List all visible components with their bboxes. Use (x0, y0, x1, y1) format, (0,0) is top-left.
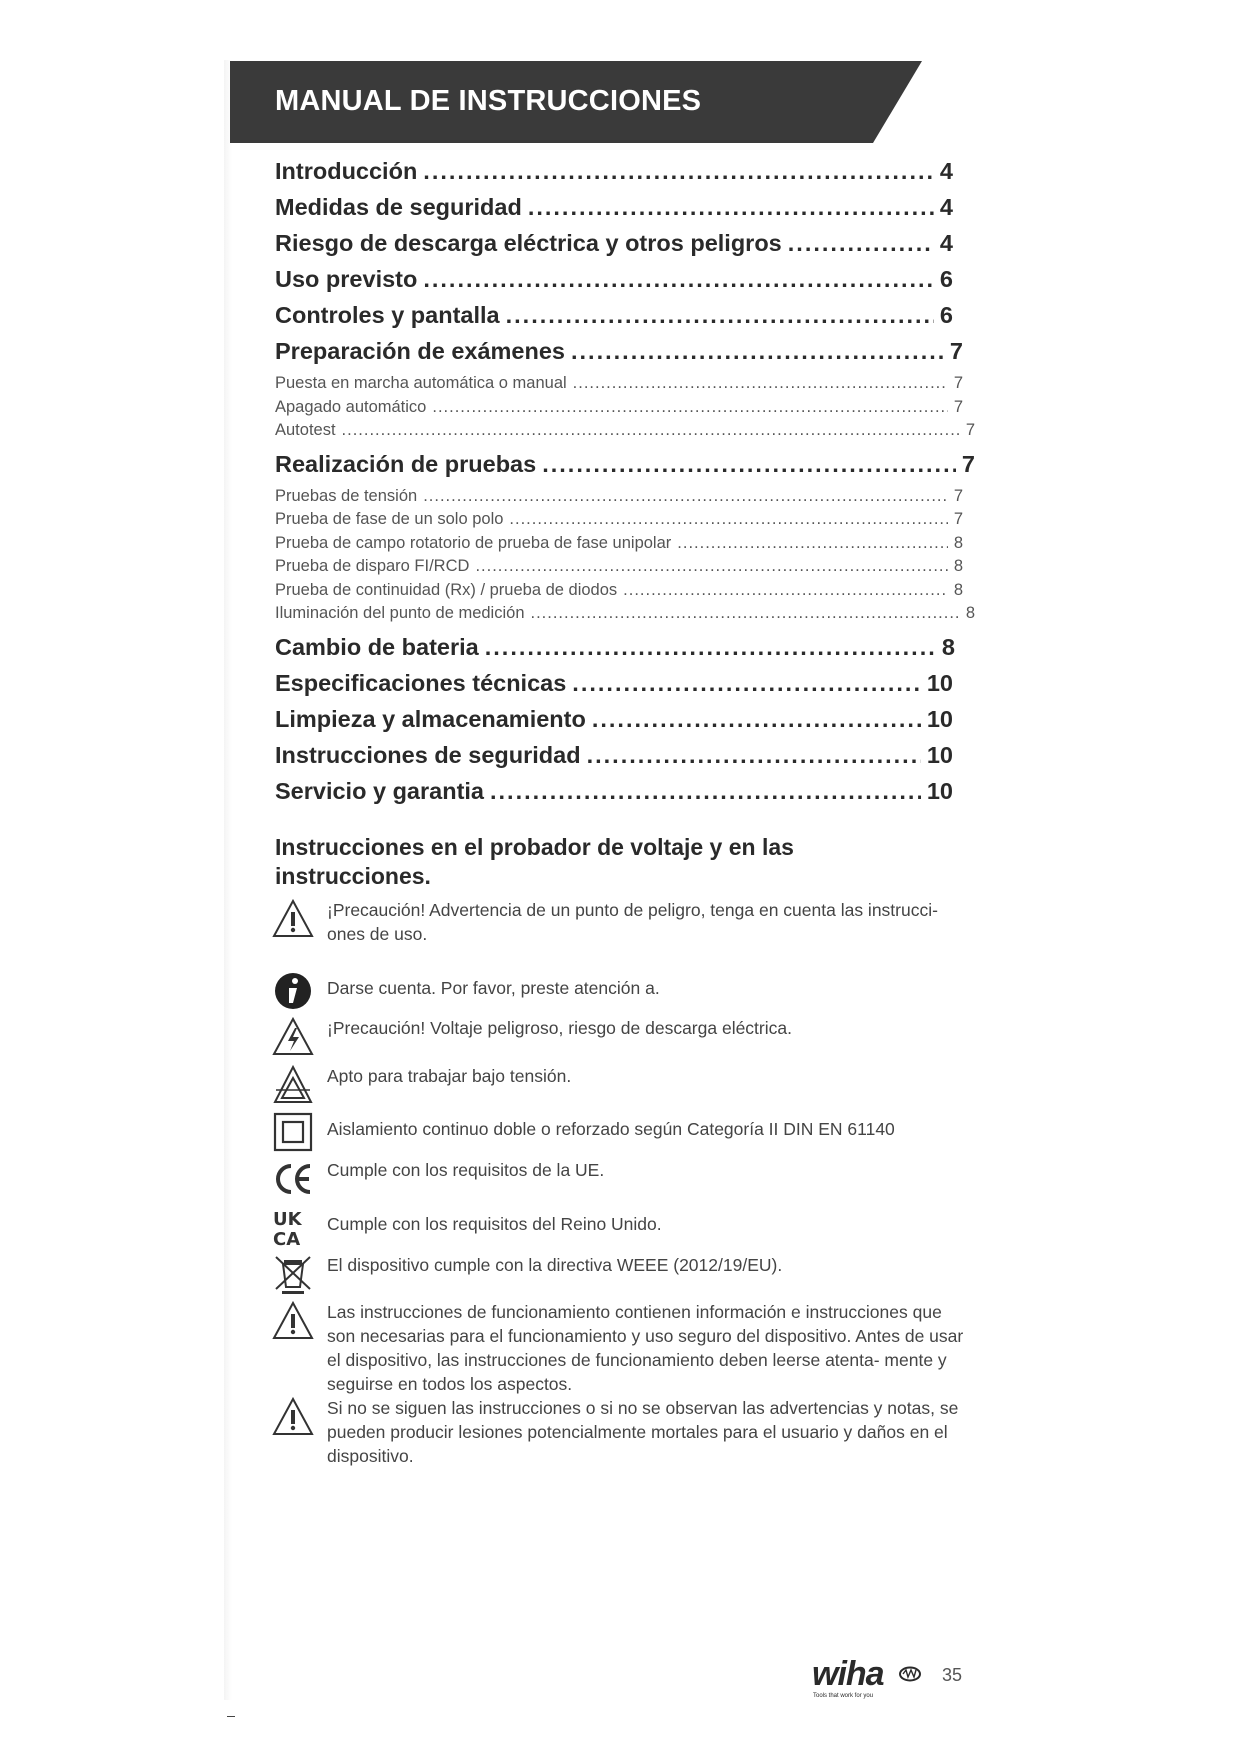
table-of-contents (275, 158, 975, 814)
toc-entry (275, 158, 953, 194)
high-voltage-icon (272, 1016, 314, 1058)
toc-entry-page: 7 (953, 374, 963, 392)
toc-entry-title: Uso previsto (275, 266, 418, 292)
ukca-mark-icon (272, 1206, 314, 1248)
toc-entry-title: Introducción (275, 158, 418, 184)
toc-subentry (275, 604, 975, 628)
toc-subentry (275, 487, 963, 511)
symbol-description: Apto para trabajar bajo tensión. (327, 1066, 572, 1086)
toc-entry-page: 8 (953, 557, 963, 575)
toc-entry-page: 7 (953, 397, 963, 416)
toc-leader-dots (571, 338, 944, 365)
toc-subentry (275, 534, 963, 558)
toc-entry-page: 7 (953, 510, 963, 528)
toc-leader-dots (623, 581, 948, 600)
toc-entry-page: 4 (939, 194, 953, 220)
toc-entry (275, 742, 953, 778)
toc-leader-dots (475, 557, 947, 576)
toc-entry-title: Medidas de seguridad (275, 194, 522, 220)
svg-text:CA: CA (273, 1229, 301, 1248)
crop-mark (227, 1716, 235, 1717)
toc-entry-page: 6 (939, 266, 953, 292)
toc-entry (275, 634, 955, 670)
toc-entry-page: 7 (961, 450, 975, 477)
toc-leader-dots (788, 230, 934, 257)
toc-entry-page: 10 (926, 669, 953, 696)
toc-leader-dots (531, 604, 960, 623)
toc-entry-page: 7 (953, 486, 963, 505)
toc-entry-title: Servicio y garantia (275, 777, 484, 804)
toc-entry (275, 706, 953, 742)
page-edge-shadow (224, 60, 232, 1700)
toc-entry (275, 230, 953, 266)
toc-leader-dots (506, 302, 934, 329)
ce-mark-icon (272, 1158, 314, 1200)
toc-entry (275, 338, 963, 374)
toc-leader-dots (572, 670, 921, 697)
toc-leader-dots (677, 534, 948, 553)
toc-entry-title: Riesgo de descarga eléctrica y otros peligros (275, 230, 782, 256)
toc-entry-page: 10 (926, 777, 953, 804)
toc-entry-page: 4 (939, 230, 953, 256)
toc-entry-title: Realización de pruebas (275, 450, 537, 477)
section-header-banner (230, 61, 922, 143)
wiha-logo (812, 1655, 924, 1706)
toc-entry-page: 7 (965, 421, 975, 439)
symbol-description: Si no se siguen las instrucciones o si no se observan las advertencias y notas, se pueden producir lesiones potencialmente mortales para el usuario y daños en el dispositivo. (327, 1398, 959, 1466)
toc-subentry (275, 581, 963, 605)
toc-subentry (275, 557, 963, 581)
page-title: MANUAL DE INSTRUCCIONES (275, 85, 702, 117)
warning-icon (272, 898, 314, 940)
toc-entry-title: Limpieza y almacenamiento (275, 705, 586, 732)
toc-subentry (275, 510, 963, 534)
toc-entry (275, 778, 953, 814)
symbol-description: Darse cuenta. Por favor, preste atención a. (327, 978, 660, 998)
live-working-icon (272, 1064, 314, 1106)
symbol-description: ¡Precaución! Advertencia de un punto de peligro, tenga en cuenta las instrucci- ones de uso. (327, 900, 938, 944)
symbol-description: Cumple con los requisitos de la UE. (327, 1160, 605, 1180)
toc-leader-dots (432, 398, 947, 417)
toc-leader-dots (573, 374, 948, 393)
svg-text:UK: UK (273, 1209, 302, 1230)
toc-entry-page: 6 (939, 302, 953, 328)
toc-entry-page: 7 (949, 338, 963, 364)
double-insulation-icon (272, 1111, 314, 1153)
symbol-description: El dispositivo cumple con la directiva WEEE (2012/19/EU). (327, 1255, 783, 1275)
toc-leader-dots (423, 158, 934, 185)
symbol-description: Aislamiento continuo doble o reforzado según Categoría II DIN EN 61140 (327, 1119, 895, 1139)
toc-entry-page: 4 (939, 158, 953, 184)
toc-entry-title: Controles y pantalla (275, 302, 500, 328)
toc-entry-title: Prueba de disparo FI/RCD (275, 557, 470, 575)
symbol-description: ¡Precaución! Voltaje peligroso, riesgo de descarga eléctrica. (327, 1018, 792, 1038)
toc-entry (275, 302, 953, 338)
wiha-logo-graphic (812, 1655, 924, 1701)
toc-leader-dots (509, 510, 947, 529)
toc-leader-dots (592, 706, 921, 733)
toc-entry-title: Puesta en marcha automática o manual (275, 374, 567, 392)
toc-entry (275, 266, 953, 302)
toc-entry-page: 8 (965, 604, 975, 622)
toc-entry-title: Apagado automático (275, 397, 427, 416)
toc-leader-dots (528, 194, 934, 221)
toc-entry-page: 10 (926, 705, 953, 732)
weee-bin-icon (272, 1253, 314, 1295)
toc-entry-title: Pruebas de tensión (275, 486, 418, 505)
toc-leader-dots (490, 778, 921, 805)
toc-entry-page: 8 (941, 633, 955, 660)
toc-entry-title: Cambio de bateria (275, 633, 479, 660)
symbol-description: Las instrucciones de funcionamiento contienen información e instrucciones que son necesarias para el funcionamiento y uso seguro del dispositivo. Antes de usar el dispositivo, las instrucciones de funcionamiento deben leerse atenta- mente y seguirse en todos los aspectos. (327, 1302, 964, 1394)
toc-entry (275, 451, 975, 487)
toc-leader-dots (423, 266, 934, 293)
toc-subentry (275, 374, 963, 398)
toc-entry (275, 194, 953, 230)
warning-icon (272, 1396, 314, 1438)
toc-entry-page: 10 (926, 741, 953, 768)
toc-leader-dots (485, 634, 936, 661)
toc-entry-title: Iluminación del punto de medición (275, 604, 525, 622)
toc-subentry (275, 421, 975, 445)
toc-entry-title: Prueba de fase de un solo polo (275, 510, 504, 528)
svg-text:Tools that work for you: Tools that work for you (813, 1693, 874, 1699)
toc-entry-title: Prueba de continuidad (Rx) / prueba de diodos (275, 580, 618, 599)
symbols-heading: Instrucciones en el probador de voltaje y en las instrucciones. (275, 834, 794, 889)
page-number: 35 (942, 1665, 963, 1685)
toc-leader-dots (342, 421, 960, 440)
toc-leader-dots (423, 487, 948, 506)
toc-subentry (275, 398, 963, 422)
toc-entry-page: 8 (953, 533, 963, 552)
warning-icon (272, 1300, 314, 1342)
svg-text:wiha: wiha (812, 1655, 884, 1693)
toc-entry-title: Preparación de exámenes (275, 338, 565, 364)
info-icon (272, 970, 314, 1012)
toc-entry-title: Especificaciones técnicas (275, 669, 567, 696)
toc-leader-dots (542, 451, 956, 478)
toc-entry-page: 8 (953, 580, 963, 599)
symbol-description: Cumple con los requisitos del Reino Unido. (327, 1214, 662, 1234)
toc-leader-dots (587, 742, 921, 769)
toc-entry-title: Instrucciones de seguridad (275, 741, 581, 768)
toc-entry-title: Prueba de campo rotatorio de prueba de fase unipolar (275, 533, 672, 552)
toc-entry (275, 670, 953, 706)
toc-entry-title: Autotest (275, 421, 336, 439)
